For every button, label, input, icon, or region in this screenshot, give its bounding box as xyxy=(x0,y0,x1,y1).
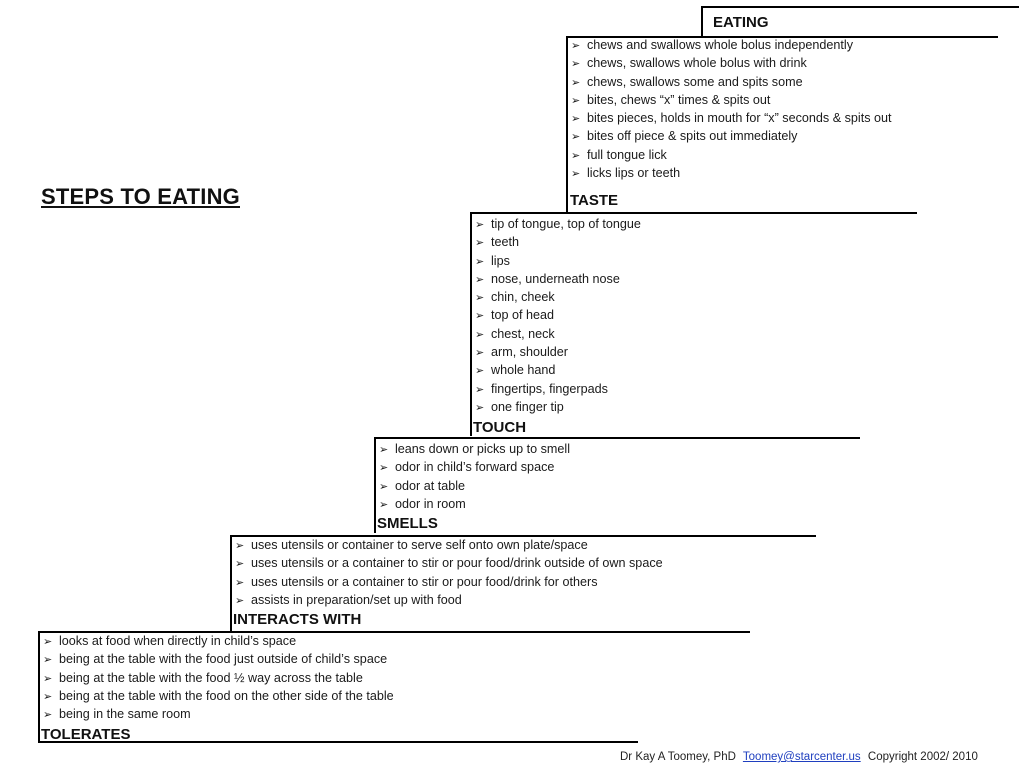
arrow-bullet-icon: ➢ xyxy=(475,310,485,323)
arrow-bullet-icon: ➢ xyxy=(571,40,581,52)
arrow-bullet-icon: ➢ xyxy=(571,94,581,107)
arrow-bullet-icon: ➢ xyxy=(475,383,485,396)
arrow-bullet-icon: ➢ xyxy=(43,636,53,648)
step-label: TASTE xyxy=(570,192,619,209)
arrow-bullet-icon: ➢ xyxy=(235,576,245,589)
list-item: ➢ lips xyxy=(475,252,641,270)
arrow-bullet-icon: ➢ xyxy=(571,168,581,181)
smells-items-list xyxy=(235,536,663,609)
list-item: ➢ licks lips or teeth xyxy=(571,164,892,182)
list-item: ➢ chews and swallows whole bolus independently xyxy=(571,36,892,54)
list-item: ➢ looks at food when directly in child’s space xyxy=(43,632,394,650)
arrow-bullet-icon: ➢ xyxy=(475,255,485,268)
arrow-bullet-icon: ➢ xyxy=(571,149,581,162)
footer xyxy=(620,751,982,763)
list-item: ➢ bites off piece & spits out immediately xyxy=(571,127,892,145)
list-item: ➢ chews, swallows some and spits some xyxy=(571,73,892,91)
arrow-bullet-icon: ➢ xyxy=(475,365,485,378)
list-item: ➢ assists in preparation/set up with food xyxy=(235,591,663,609)
arrow-bullet-icon: ➢ xyxy=(379,462,389,475)
step-label: TOUCH xyxy=(473,419,527,436)
arrow-bullet-icon: ➢ xyxy=(235,540,245,552)
arrow-bullet-icon: ➢ xyxy=(475,273,485,286)
arrow-bullet-icon: ➢ xyxy=(235,558,245,571)
list-item: ➢ chest, neck xyxy=(475,325,641,343)
list-item: ➢ fingertips, fingerpads xyxy=(475,380,641,398)
list-item: ➢ top of head xyxy=(475,306,641,324)
arrow-bullet-icon: ➢ xyxy=(43,654,53,667)
list-item: ➢ chews, swallows whole bolus with drink xyxy=(571,54,892,72)
list-item: ➢ odor at table xyxy=(379,477,570,495)
arrow-bullet-icon: ➢ xyxy=(475,401,485,414)
arrow-bullet-icon: ➢ xyxy=(571,76,581,89)
list-item: ➢ leans down or picks up to smell xyxy=(379,440,570,458)
list-item: ➢ uses utensils or a container to stir or pour food/drink outside of own space xyxy=(235,554,663,572)
list-item: ➢ one finger tip xyxy=(475,398,641,416)
arrow-bullet-icon: ➢ xyxy=(379,480,389,493)
list-item: ➢ being at the table with the food on the other side of the table xyxy=(43,687,394,705)
footer-author: Dr Kay A Toomey, PhD xyxy=(620,751,736,763)
list-item: ➢ whole hand xyxy=(475,361,641,379)
arrow-bullet-icon: ➢ xyxy=(475,292,485,305)
interacts-items-list xyxy=(43,632,394,723)
step-label: EATING xyxy=(713,14,769,31)
step-label: SMELLS xyxy=(377,515,438,532)
arrow-bullet-icon: ➢ xyxy=(43,690,53,703)
list-item: ➢ odor in room xyxy=(379,495,570,513)
taste-items-list xyxy=(475,215,641,416)
footer-email-link[interactable]: Toomey@starcenter.us xyxy=(742,751,861,763)
list-item: ➢ being at the table with the food ½ way across the table xyxy=(43,669,394,687)
arrow-bullet-icon: ➢ xyxy=(571,58,581,71)
list-item: ➢ being in the same room xyxy=(43,705,394,723)
list-item: ➢ chin, cheek xyxy=(475,288,641,306)
arrow-bullet-icon: ➢ xyxy=(43,709,53,722)
arrow-bullet-icon: ➢ xyxy=(475,237,485,250)
arrow-bullet-icon: ➢ xyxy=(571,131,581,144)
arrow-bullet-icon: ➢ xyxy=(235,594,245,607)
step-label: TOLERATES xyxy=(41,726,131,743)
arrow-bullet-icon: ➢ xyxy=(475,347,485,360)
arrow-bullet-icon: ➢ xyxy=(475,219,485,231)
arrow-bullet-icon: ➢ xyxy=(43,672,53,685)
eating-items-list xyxy=(571,36,892,182)
list-item: ➢ full tongue lick xyxy=(571,146,892,164)
list-item: ➢ tip of tongue, top of tongue xyxy=(475,215,641,233)
list-item: ➢ bites pieces, holds in mouth for “x” seconds & spits out xyxy=(571,109,892,127)
list-item: ➢ nose, underneath nose xyxy=(475,270,641,288)
page-title: STEPS TO EATING xyxy=(41,184,240,209)
list-item: ➢ uses utensils or container to serve self onto own plate/space xyxy=(235,536,663,554)
touch-items-list xyxy=(379,440,570,513)
list-item: ➢ being at the table with the food just outside of child’s space xyxy=(43,650,394,668)
list-item: ➢ arm, shoulder xyxy=(475,343,641,361)
arrow-bullet-icon: ➢ xyxy=(475,328,485,341)
list-item: ➢ bites, chews “x” times & spits out xyxy=(571,91,892,109)
list-item: ➢ uses utensils or a container to stir or pour food/drink for others xyxy=(235,573,663,591)
arrow-bullet-icon: ➢ xyxy=(379,498,389,511)
step-label: INTERACTS WITH xyxy=(233,611,362,628)
footer-copyright: Copyright 2002/ 2010 xyxy=(867,751,978,763)
arrow-bullet-icon: ➢ xyxy=(571,113,581,126)
arrow-bullet-icon: ➢ xyxy=(379,444,389,456)
list-item: ➢ teeth xyxy=(475,233,641,251)
list-item: ➢ odor in child’s forward space xyxy=(379,458,570,476)
